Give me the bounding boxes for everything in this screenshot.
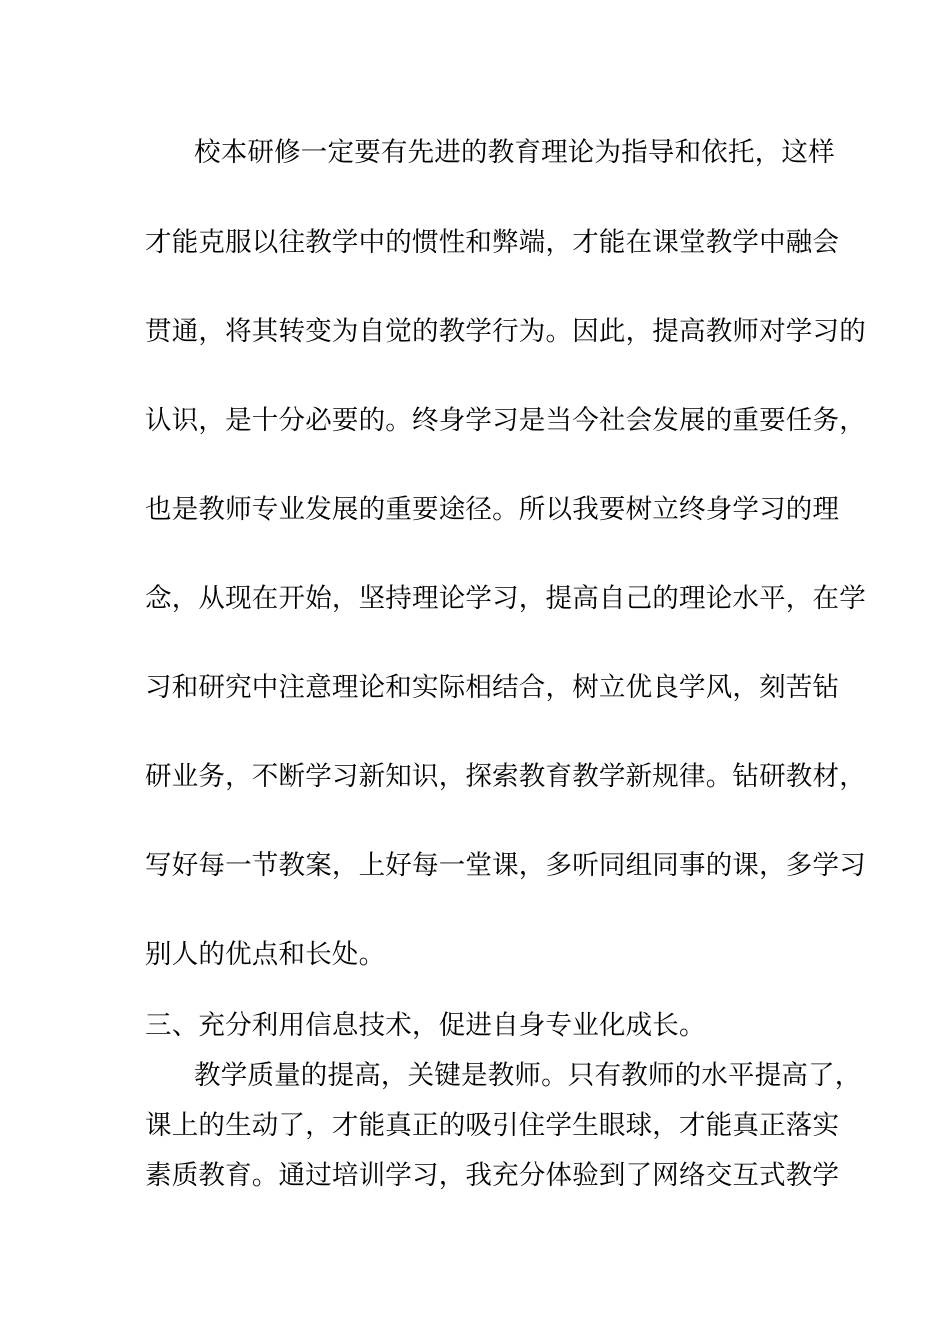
- text-line: 别人的优点和长处。: [145, 939, 386, 970]
- text-line: 校本研修一定要有先进的教育理论为指导和依托，这样: [194, 137, 835, 168]
- text-line: 也是教师专业发展的重要途径。所以我要树立终身学习的理: [145, 494, 840, 525]
- section-heading: 三、充分利用信息技术，促进自身专业化成长。: [145, 1010, 706, 1041]
- text-line: 写好每一节教案，上好每一堂课，多听同组同事的课，多学习: [145, 850, 866, 881]
- text-line: 贯通，将其转变为自觉的教学行为。因此，提高教师对学习的: [145, 316, 866, 347]
- text-line: 才能克服以往教学中的惯性和弊端，才能在课堂教学中融会: [145, 227, 840, 258]
- text-line: 习和研究中注意理论和实际相结合，树立优良学风，刻苦钻: [145, 672, 840, 703]
- text-line: 念，从现在开始，坚持理论学习，提高自己的理论水平，在学: [145, 583, 866, 614]
- text-line: 研业务，不断学习新知识，探索教育教学新规律。钻研教材，: [145, 761, 866, 792]
- text-line: 教学质量的提高，关键是教师。只有教师的水平提高了，: [194, 1060, 862, 1091]
- text-line: 素质教育。通过培训学习，我充分体验到了网络交互式教学: [145, 1160, 840, 1191]
- text-line: 课上的生动了，才能真正的吸引住学生眼球，才能真正落实: [145, 1110, 840, 1141]
- text-line: 认识，是十分必要的。终身学习是当今社会发展的重要任务，: [145, 405, 866, 436]
